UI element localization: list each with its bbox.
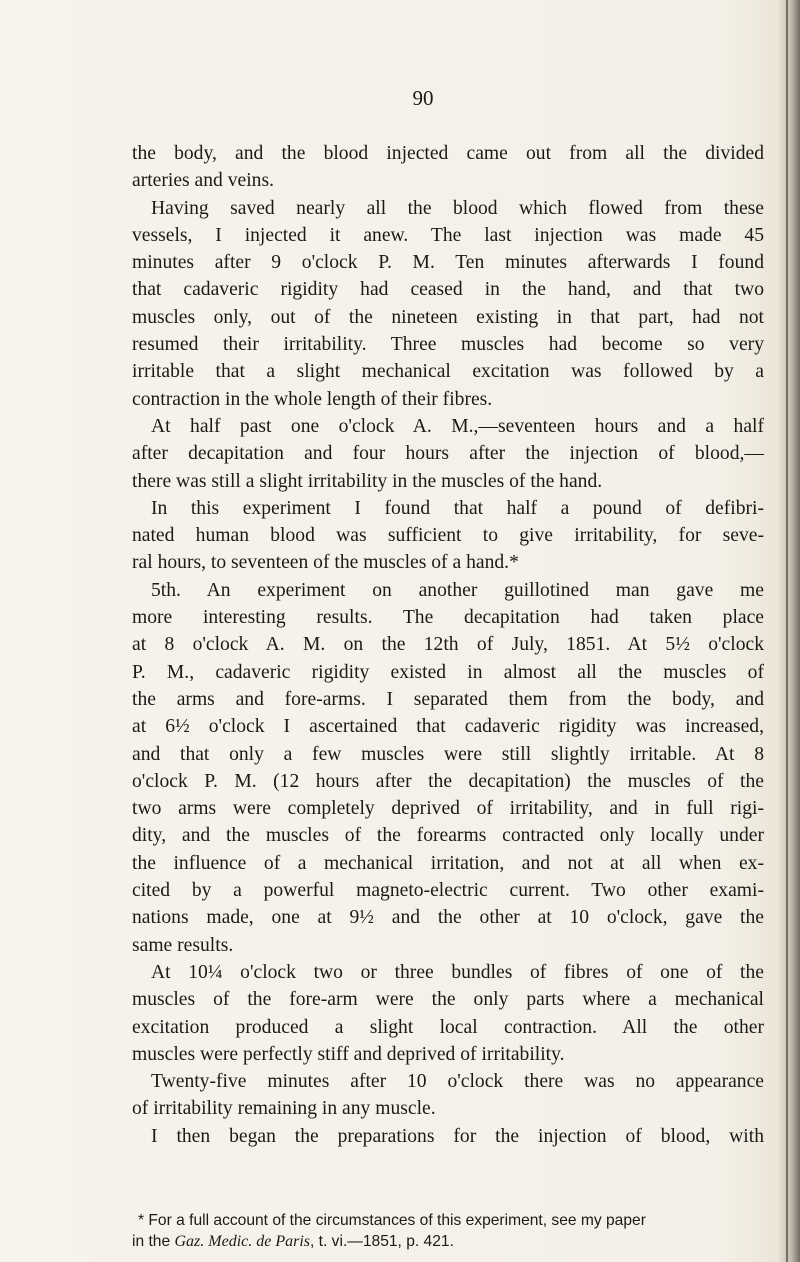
text-line: irritable that a slight mechanical excitation was followed by a [132, 361, 764, 383]
page-edge-shadow [778, 0, 800, 1262]
footnote-journal: Gaz. Medic. de Paris [174, 1233, 311, 1250]
text-line: of irritability remaining in any muscle. [132, 1098, 436, 1120]
text-line: muscles of the fore-arm were the only parts where a mechanical [132, 989, 764, 1011]
text-line: At half past one o'clock A. M.,—seventeen hours and a half [151, 415, 764, 437]
text-line: o'clock P. M. (12 hours after the decapitation) the muscles of the [132, 770, 764, 792]
text-line: minutes after 9 o'clock P. M. Ten minutes afterwards I found [132, 252, 764, 274]
page-edge-line [786, 0, 788, 1262]
text-line: at 6½ o'clock I ascertained that cadaveric rigidity was increased, [132, 716, 764, 738]
text-line: muscles were perfectly stiff and deprived of irritability. [132, 1043, 565, 1065]
text-line: at 8 o'clock A. M. on the 12th of July, 1851. At 5½ o'clock [132, 634, 764, 656]
footnote-line-1: * For a full account of the circumstances of this experiment, see my paper [138, 1212, 646, 1229]
footnote-line-2 [132, 1231, 764, 1252]
text-line: P. M., cadaveric rigidity existed in almost all the muscles of [132, 661, 764, 683]
text-line: I then began the preparations for the injection of blood, with [151, 1125, 764, 1147]
text-line: the arms and fore-arms. I separated them from the body, and [132, 688, 764, 710]
page-number: 90 [412, 86, 434, 110]
text-line: In this experiment I found that half a pound of defibri- [151, 497, 764, 519]
text-line: after decapitation and four hours after the injection of blood,— [132, 443, 764, 465]
text-line: muscles only, out of the nineteen existing in that part, had not [132, 306, 764, 328]
text-line: nated human blood was sufficient to give irritability, for seve- [132, 525, 764, 547]
text-line: excitation produced a slight local contraction. All the other [132, 1016, 764, 1038]
text-line: and that only a few muscles were still slightly irritable. At 8 [132, 743, 764, 765]
text-line: At 10¼ o'clock two or three bundles of fibres of one of the [151, 961, 764, 983]
text-line: more interesting results. The decapitation had taken place [132, 607, 764, 629]
text-line: ral hours, to seventeen of the muscles of a hand.* [132, 552, 519, 574]
text-line: vessels, I injected it anew. The last injection was made 45 [132, 224, 764, 246]
text-line: cited by a powerful magneto-electric current. Two other exami- [132, 880, 764, 902]
text-line: the influence of a mechanical irritation, and not at all when ex- [132, 852, 764, 874]
text-line: Having saved nearly all the blood which flowed from these [151, 197, 764, 219]
text-line: dity, and the muscles of the forearms contracted only locally under [132, 825, 764, 847]
footnote-prefix: in the [132, 1233, 175, 1250]
text-line: resumed their irritability. Three muscles had become so very [132, 334, 764, 356]
text-line: contraction in the whole length of their fibres. [132, 388, 493, 410]
text-line: there was still a slight irritability in the muscles of the hand. [132, 470, 603, 492]
text-line: arteries and veins. [132, 170, 274, 192]
body-text [132, 140, 764, 1150]
footnote [132, 1210, 764, 1252]
text-line: the body, and the blood injected came out from all the divided [132, 143, 764, 164]
text-line: nations made, one at 9½ and the other at 10 o'clock, gave the [132, 907, 764, 929]
text-line: 5th. An experiment on another guillotined man gave me [151, 579, 764, 601]
text-line: same results. [132, 934, 234, 956]
text-line: Twenty-five minutes after 10 o'clock there was no appearance [151, 1071, 764, 1093]
footnote-suffix: , t. vi.—1851, p. 421. [310, 1233, 454, 1250]
text-line: two arms were completely deprived of irritability, and in full rigi- [132, 798, 764, 820]
text-line: that cadaveric rigidity had ceased in the hand, and that two [132, 279, 764, 301]
